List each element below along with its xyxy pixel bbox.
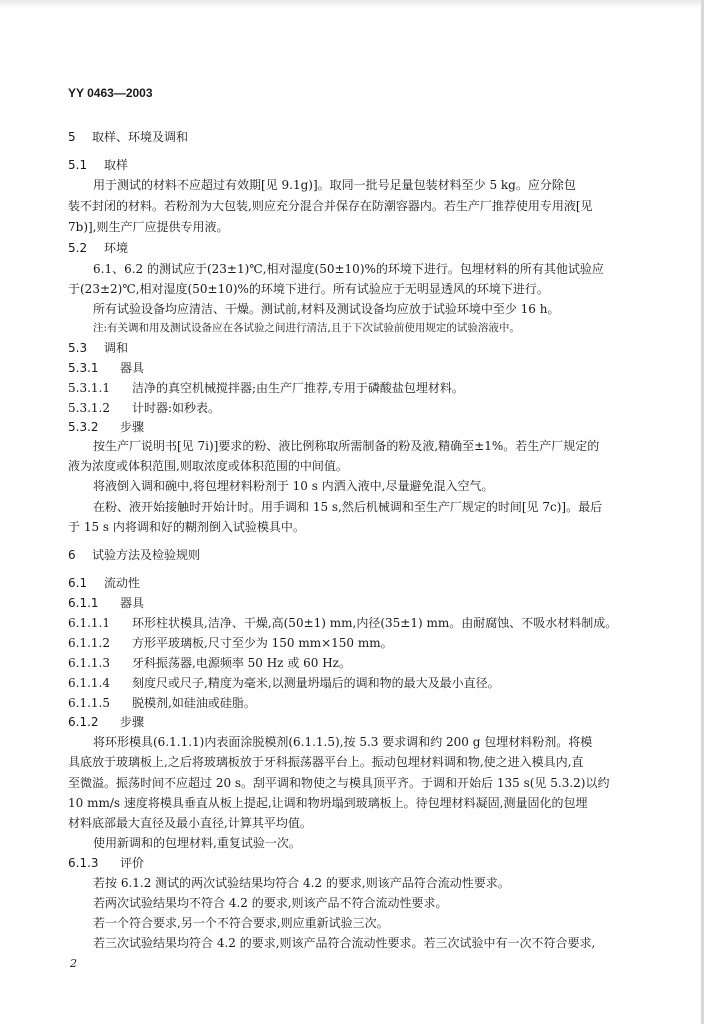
- paragraph-line: 于(23±2)℃,相对湿度(50±10)%的环境下进行。所有试验应于无明显透风的环境下进行。: [68, 282, 549, 296]
- section-title: 器具: [120, 596, 145, 610]
- paragraph-line: 若三次试验结果均符合 4.2 的要求,则该产品符合流动性要求。若三次试验中有一次不符合要求,: [93, 936, 596, 950]
- section-title: 评价: [120, 856, 145, 870]
- page-number: 2: [70, 957, 77, 970]
- paragraph-line: 用于测试的材料不应超过有效期[见 9.1g)]。取同一批号足量包装材料至少 5 kg。应分除包: [93, 178, 576, 192]
- paragraph-line: 若一个符合要求,另一个不符合要求,则应重新试验三次。: [93, 916, 389, 930]
- item-number: 6.1.1.5: [68, 696, 110, 710]
- item-number: 6.1.1.1: [68, 616, 110, 630]
- paragraph-line: 至微溢。振荡时间不应超过 20 s。刮平调和物使之与模具顶平齐。于调和开始后 135 s(见 5.3.2)以约: [68, 776, 610, 790]
- list-item: [68, 696, 256, 710]
- item-text: 脱模剂,如硅油或硅脂。: [132, 696, 256, 710]
- item-number: 6.1.1.4: [68, 676, 110, 690]
- list-item: [68, 656, 351, 670]
- paragraph-line: 使用新调和的包埋材料,重复试验一次。: [93, 836, 301, 850]
- list-item: [68, 676, 500, 690]
- paragraph-line: 6.1、6.2 的测试应于(23±1)℃,相对湿度(50±10)%的环境下进行。包埋材料的所有其他试验应: [93, 262, 604, 276]
- paragraph-line: 将液倒入调和碗中,将包埋材料粉剂于 10 s 内洒入液中,尽量避免混入空气。: [93, 479, 494, 493]
- paragraph-line: 装不封闭的材料。若粉剂为大包装,则应充分混合并保存在防潮容器内。若生产厂推荐使用专用液[见: [68, 199, 593, 213]
- note-line: 注:有关调和用及测试设备应在各试验之间进行清洁,且于下次试验前使用规定的试验溶液中。: [93, 322, 520, 334]
- paragraph-line: 将环形模具(6.1.1.1)内表面涂脱模剂(6.1.1.5),按 5.3 要求调和约 200 g 包埋材料粉剂。将模: [93, 735, 593, 749]
- scan-artifact-top: [0, 0, 704, 8]
- section-number: 6: [68, 548, 76, 562]
- section-number: 5.1: [68, 158, 88, 172]
- item-text: 环形柱状模具,洁净、干燥,高(50±1) mm,内径(35±1) mm。由耐腐蚀、不吸水材料制成。: [132, 616, 618, 630]
- item-text: 计时器:如秒表。: [132, 401, 221, 415]
- paragraph-line: 材料底部最大直径及最小直径,计算其平均值。: [68, 816, 312, 830]
- section-title: 步骤: [120, 715, 145, 729]
- item-number: 6.1.1.2: [68, 636, 110, 650]
- section-number: 6.1.1: [68, 596, 99, 610]
- section-5-heading: [68, 130, 188, 144]
- item-text: 牙科振荡器,电源频率 50 Hz 或 60 Hz。: [132, 656, 352, 670]
- section-number: 5.2: [68, 241, 88, 255]
- section-5-1-heading: [68, 158, 128, 172]
- section-5-3-heading: [68, 341, 128, 355]
- section-5-2-heading: [68, 241, 128, 255]
- paragraph-line: 所有试验设备均应清洁、干燥。测试前,材料及测试设备均应放于试验环境中至少 16 h。: [93, 302, 560, 316]
- section-5-3-1-heading: [68, 361, 144, 375]
- list-item: [68, 636, 393, 650]
- section-title: 环境: [104, 241, 129, 255]
- section-number: 5.3: [68, 341, 88, 355]
- section-6-1-2-heading: [68, 715, 144, 729]
- item-number: 5.3.1.2: [68, 401, 110, 415]
- item-text: 刻度尺或尺子,精度为毫米,以测量坍塌后的调和物的最大及最小直径。: [132, 676, 500, 690]
- item-text: 方形平玻璃板,尺寸至少为 150 mm×150 mm。: [132, 636, 393, 650]
- list-item: [68, 616, 617, 630]
- paragraph-line: 按生产厂说明书[见 7i)]要求的粉、液比例称取所需制备的粉及液,精确至±1%。若生产厂规定的: [93, 439, 600, 453]
- section-6-1-3-heading: [68, 856, 144, 870]
- section-number: 6.1.2: [68, 715, 99, 729]
- list-item: [68, 401, 220, 415]
- section-6-1-1-heading: [68, 596, 144, 610]
- paragraph-line: 在粉、液开始接触时开始计时。用手调和 15 s,然后机械调和至生产厂规定的时间[见 7c)]。最后: [93, 500, 603, 514]
- list-item: [68, 381, 464, 395]
- paragraph-line: 若两次试验结果均不符合 4.2 的要求,则该产品不符合流动性要求。: [93, 896, 448, 910]
- item-number: 6.1.1.3: [68, 656, 110, 670]
- paragraph-line: 于 15 s 内将调和好的糊剂倒入试验模具中。: [68, 520, 305, 534]
- document-code: YY 0463—2003: [68, 86, 153, 100]
- paragraph-line: 液为浓度或体积范围,则取浓度或体积范围的中间值。: [68, 459, 348, 473]
- item-number: 5.3.1.1: [68, 381, 110, 395]
- paragraph-line: 具底放于玻璃板上,之后将玻璃板放于牙科振荡器平台上。振动包埋材料调和物,使之进入模具内,直: [68, 755, 584, 769]
- section-number: 6.1: [68, 576, 88, 590]
- paragraph-line: 10 mm/s 速度将模具垂直从板上提起,让调和物坍塌到玻璃板上。待包埋材料凝固,测量固化的包埋: [68, 796, 588, 810]
- section-5-3-2-heading: [68, 420, 144, 434]
- paragraph-line: 7b)],则生产厂应提供专用液。: [68, 220, 229, 234]
- section-title: 试验方法及检验规则: [92, 548, 201, 562]
- section-number: 5: [68, 130, 76, 144]
- section-number: 6.1.3: [68, 856, 99, 870]
- paragraph-line: 若按 6.1.2 测试的两次试验结果均符合 4.2 的要求,则该产品符合流动性要求。: [93, 876, 510, 890]
- section-title: 步骤: [120, 420, 145, 434]
- item-text: 洁净的真空机械搅拌器;由生产厂推荐,专用于磷酸盐包埋材料。: [132, 381, 464, 395]
- section-title: 取样、环境及调和: [92, 130, 189, 144]
- section-6-heading: [68, 548, 200, 562]
- section-title: 器具: [120, 361, 145, 375]
- section-number: 5.3.2: [68, 420, 99, 434]
- section-title: 流动性: [104, 576, 141, 590]
- section-number: 5.3.1: [68, 361, 99, 375]
- section-title: 取样: [104, 158, 129, 172]
- section-6-1-heading: [68, 576, 140, 590]
- section-title: 调和: [104, 341, 129, 355]
